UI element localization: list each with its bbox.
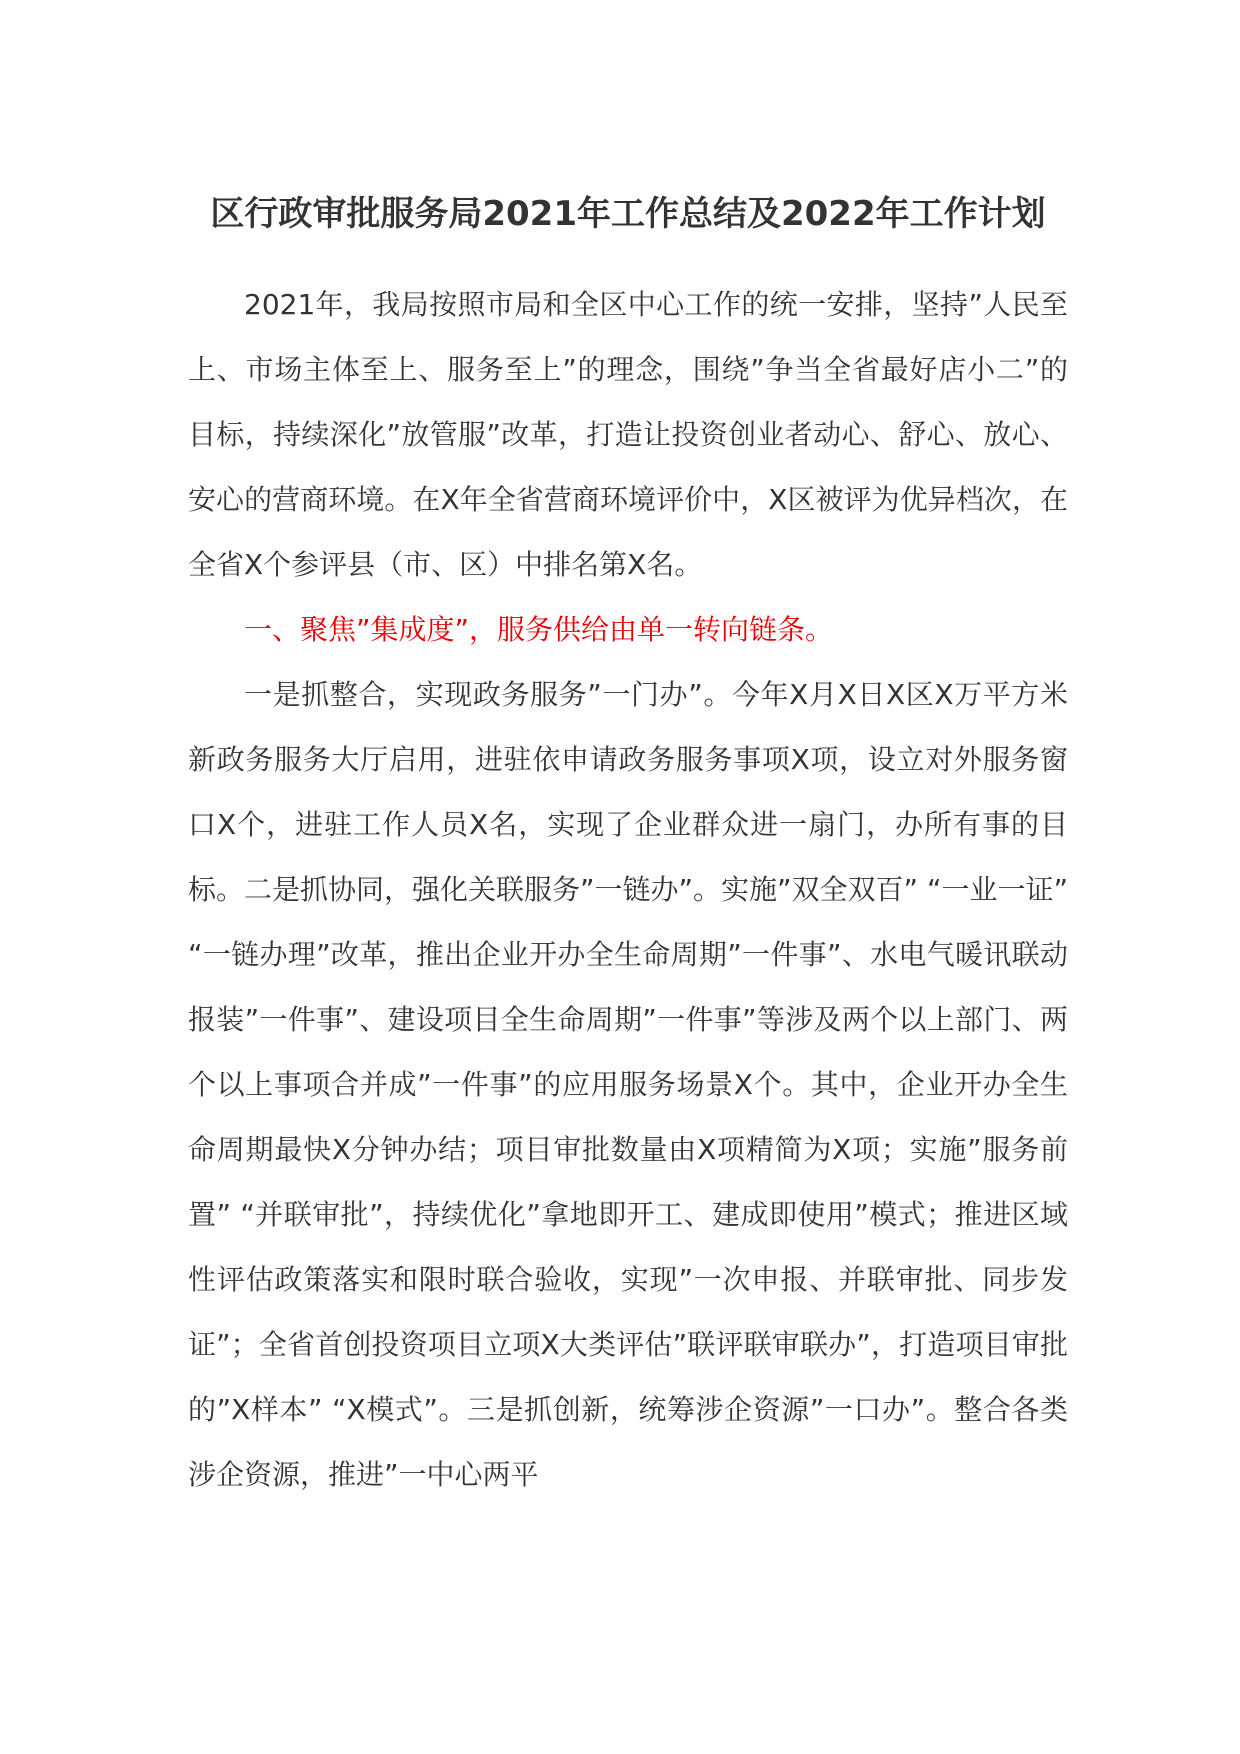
document-page xyxy=(188,190,1068,1507)
section-1-paragraph: 一是抓整合，实现政务服务”一门办”。今年X月X日X区X万平方米新政务服务大厅启用，进驻依申请政务服务事项X项，设立对外服务窗口X个，进驻工作人员X名，实现了企业群众进一扇门，办所有事的目标。二是抓协同，强化关联服务”一链办”。实施”双全双百” “一业一证” “一链办理”改革，推出企业开办全生命周期”一件事”、水电气暖讯联动报装”一件事”、建设项目全生命周期”一件事”等涉及两个以上部门、两个以上事项合并成”一件事”的应用服务场景X个。其中，企业开办全生命周期最快X分钟办结；项目审批数量由X项精简为X项；实施”服务前置” “并联审批”，持续优化”拿地即开工、建成即使用”模式；推进区域性评估政策落实和限时联合验收，实现”一次申报、并联审批、同步发证”；全省首创投资项目立项X大类评估”联评联审联办”，打造项目审批的”X样本” “X模式”。三是抓创新，统筹涉企资源”一口办”。整合各类涉企资源，推进”一中心两平 xyxy=(188,678,1068,1491)
document-title: 区行政审批服务局2021年工作总结及2022年工作计划 xyxy=(210,194,1046,234)
document-body xyxy=(188,272,1068,1507)
section-heading-1: 一、聚焦”集成度”，服务供给由单一转向链条。 xyxy=(244,613,834,646)
intro-paragraph: 2021年，我局按照市局和全区中心工作的统一安排，坚持”人民至上、市场主体至上、服务至上”的理念，围绕”争当全省最好店小二”的目标，持续深化”放管服”改革，打造让投资创业者动心、舒心、放心、安心的营商环境。在X年全省营商环境评价中，X区被评为优异档次，在全省X个参评县（市、区）中排名第X名。 xyxy=(188,288,1068,581)
